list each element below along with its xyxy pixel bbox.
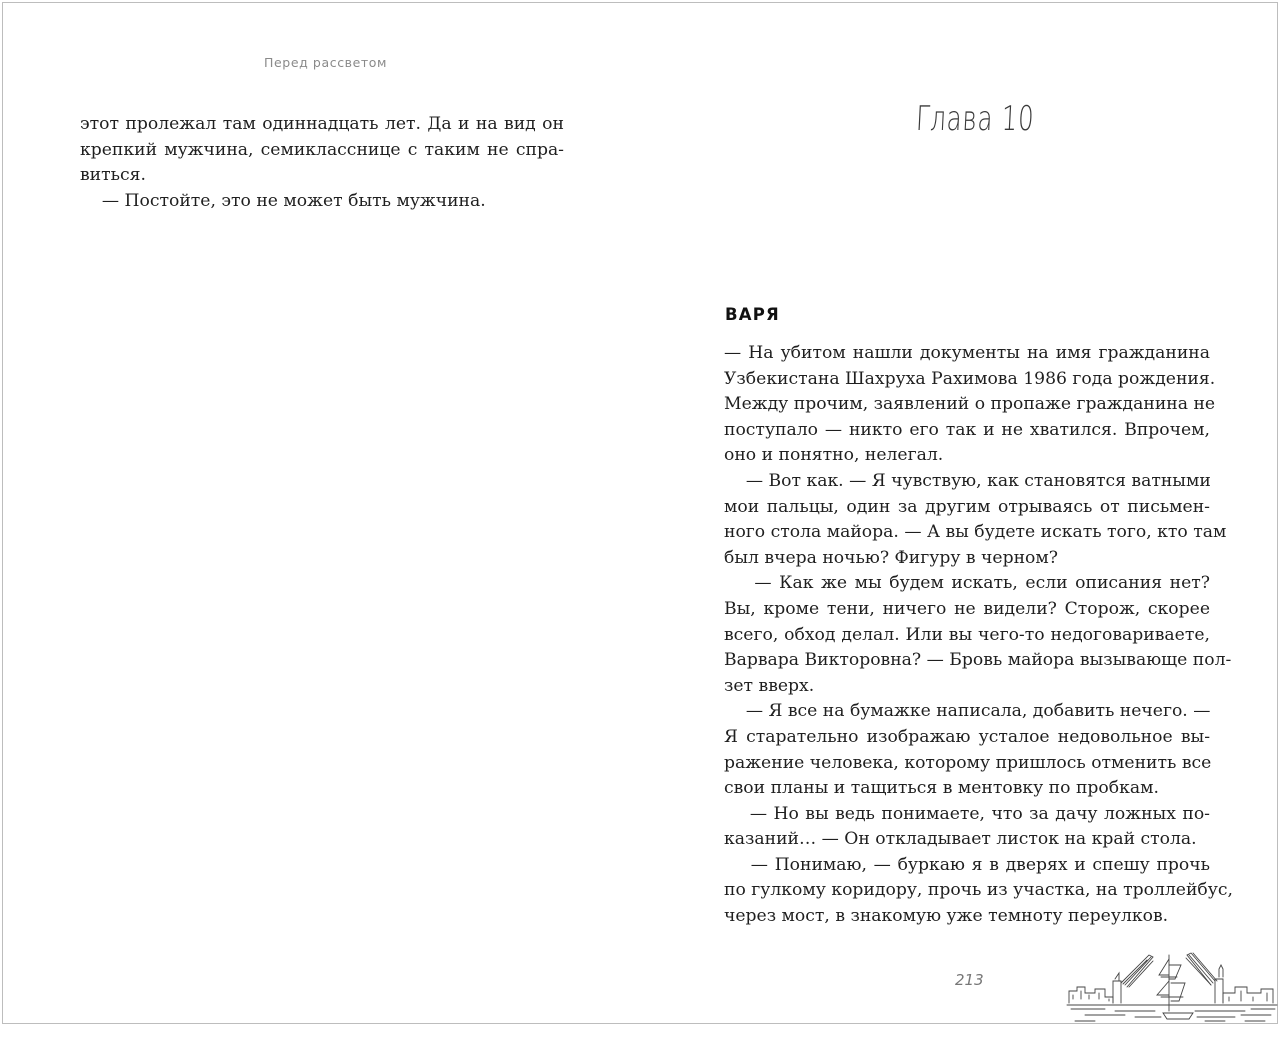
text-line: Вы, кроме тени, ничего не видели? Сторож, скорее [724, 598, 1210, 619]
text-line: мои пальцы, один за другим отрываясь от письмен- [724, 496, 1210, 517]
text-line: Варвара Викторовна? — Бровь майора вызывающе пол- [724, 650, 1232, 671]
text-line: — Постойте, это не может быть мужчина. [80, 190, 486, 211]
text-line: Узбекистана Шахруха Рахимова 1986 года рождения. [724, 368, 1216, 389]
text-line: виться. [80, 165, 146, 186]
text-line: казаний… — Он откладывает листок на край стола. [724, 829, 1197, 850]
text-line: — Понимаю, — буркаю я в дверях и спешу прочь [724, 854, 1210, 875]
right-page-text [724, 341, 1233, 930]
text-line: — На убитом нашли документы на имя гражданина [724, 343, 1210, 363]
text-line: ражение человека, которому пришлось отменить все [724, 752, 1212, 773]
text-line: свои планы и тащиться в ментовку по пробкам. [724, 778, 1159, 799]
text-line: оно и понятно, нелегал. [724, 445, 944, 466]
text-line: через мост, в знакомую уже темноту переулков. [724, 906, 1169, 927]
chapter-title: Глава 10 [914, 99, 1036, 139]
left-page-text [80, 112, 564, 214]
text-line: зет вверх. [724, 675, 815, 696]
text-line: всего, обход делал. Или вы чего-то недоговариваете, [724, 624, 1210, 645]
text-line: ного стола майора. — А вы будете искать того, кто там [724, 522, 1227, 543]
text-line: крепкий мужчина, семикласснице с таким не спра- [80, 139, 564, 160]
running-head: Перед рассветом [264, 55, 388, 70]
drawbridge-sailboat-sketch-icon [1065, 941, 1279, 1025]
text-line: — Но вы ведь понимаете, что за дачу ложных по- [724, 803, 1210, 824]
text-line: Между прочим, заявлений о пропаже гражданина не [724, 394, 1216, 415]
book-spread [2, 2, 1278, 1024]
text-line: был вчера ночью? Фигуру в черном? [724, 547, 1058, 568]
text-line: поступало — никто его так и не хватился. Впрочем, [724, 419, 1210, 440]
text-line: — Вот как. — Я чувствую, как становятся ватными [724, 470, 1211, 491]
text-line: по гулкому коридору, прочь из участка, на троллейбус, [724, 880, 1233, 901]
section-heading: ВАРЯ [725, 305, 780, 324]
text-line: — Как же мы будем искать, если описания нет? [724, 573, 1210, 594]
text-line: этот пролежал там одиннадцать лет. Да и на вид он [80, 114, 564, 134]
page-number: 213 [955, 971, 984, 989]
text-line: Я старательно изображаю усталое недовольное вы- [724, 726, 1210, 747]
text-line: — Я все на бумажке написала, добавить нечего. — [724, 701, 1211, 722]
